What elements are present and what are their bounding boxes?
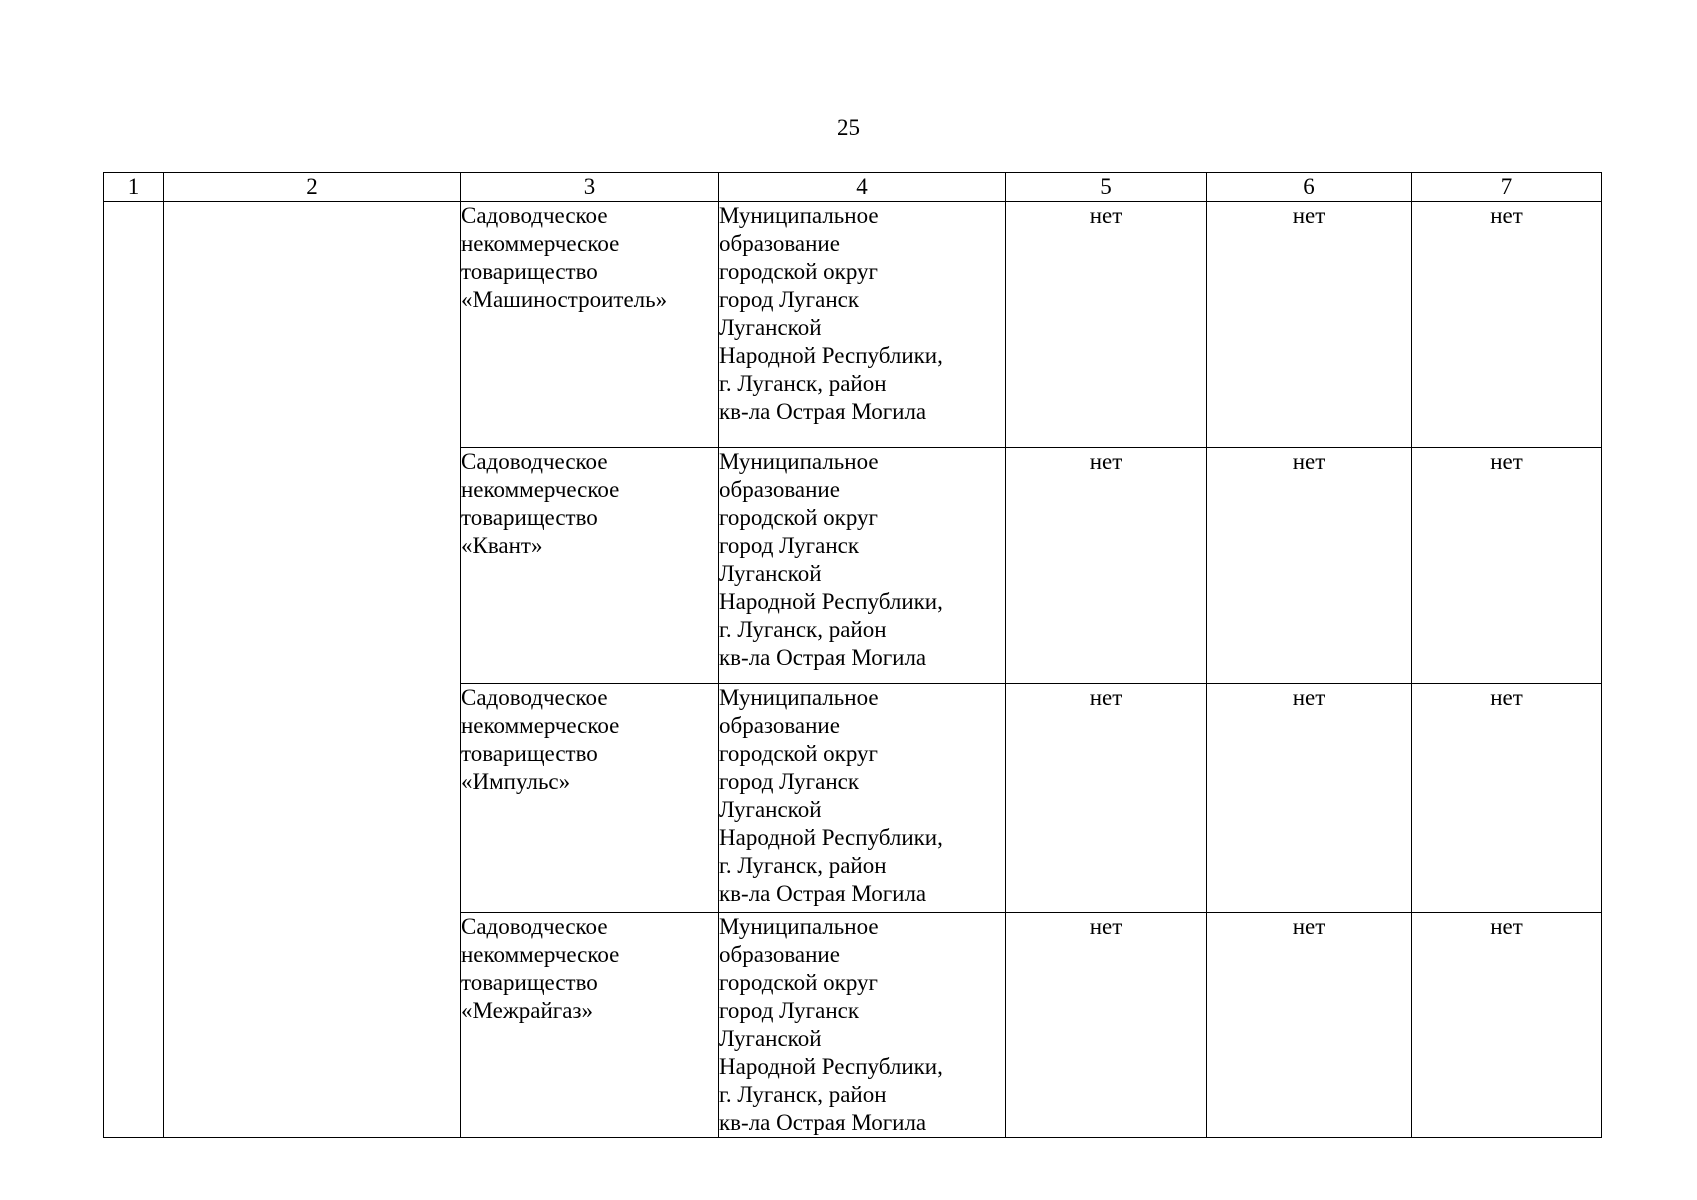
cell-col-6: нет — [1207, 913, 1412, 1138]
owner-line: г. Луганск, район — [719, 853, 887, 878]
cell-col-7: нет — [1412, 684, 1602, 913]
owner-line: Луганской — [719, 1026, 822, 1051]
partnership-name-cell — [461, 202, 719, 448]
cell-col-7: нет — [1412, 913, 1602, 1138]
owner-cell — [719, 684, 1006, 913]
page-number: 25 — [837, 115, 860, 140]
owner-line: город Луганск — [719, 287, 860, 312]
cell-col-6: нет — [1207, 684, 1412, 913]
owner-line: образование — [719, 477, 840, 502]
owner-line: городской округ — [719, 741, 878, 766]
cell-col-7: нет — [1412, 448, 1602, 684]
partnership-name-line: Садоводческое — [461, 449, 608, 474]
cell-col-5: нет — [1006, 202, 1207, 448]
column-header-1: 1 — [104, 173, 164, 202]
owner-line: Луганской — [719, 797, 822, 822]
owner-cell — [719, 913, 1006, 1138]
owner-line: кв-ла Острая Могила — [719, 645, 927, 670]
owner-line: городской округ — [719, 259, 878, 284]
cell-col-6: нет — [1207, 448, 1412, 684]
owner-line: кв-ла Острая Могила — [719, 881, 927, 906]
column-header-4: 4 — [719, 173, 1006, 202]
owner-line: Луганской — [719, 315, 822, 340]
data-table — [103, 172, 1602, 1138]
owner-line: г. Луганск, район — [719, 371, 887, 396]
partnership-name-line: товарищество — [461, 741, 598, 766]
owner-line: Муниципальное — [719, 449, 879, 474]
header-row — [104, 173, 1602, 202]
owner-line: городской округ — [719, 970, 878, 995]
partnership-name-cell — [461, 684, 719, 913]
partnership-name-line: некоммерческое — [461, 231, 620, 256]
column-header-3: 3 — [461, 173, 719, 202]
cell-col-2 — [164, 202, 461, 1138]
partnership-name-line: некоммерческое — [461, 477, 620, 502]
owner-line: образование — [719, 713, 840, 738]
owner-line: образование — [719, 942, 840, 967]
partnership-name-line: Садоводческое — [461, 685, 608, 710]
cell-col-1 — [104, 202, 164, 1138]
owner-line: Народной Республики, — [719, 1054, 943, 1079]
partnership-name-line: Садоводческое — [461, 914, 608, 939]
owner-cell — [719, 448, 1006, 684]
owner-cell — [719, 202, 1006, 448]
owner-line: городской округ — [719, 505, 878, 530]
column-header-5: 5 — [1006, 173, 1207, 202]
partnership-name-line: товарищество — [461, 259, 598, 284]
owner-line: Народной Республики, — [719, 825, 943, 850]
owner-line: Муниципальное — [719, 685, 879, 710]
owner-line: Муниципальное — [719, 203, 879, 228]
owner-line: образование — [719, 231, 840, 256]
owner-line: г. Луганск, район — [719, 1082, 887, 1107]
cell-col-7: нет — [1412, 202, 1602, 448]
partnership-name-line: некоммерческое — [461, 713, 620, 738]
table-row — [104, 202, 1602, 448]
partnership-name-line: «Межрайгаз» — [461, 998, 593, 1023]
owner-line: Муниципальное — [719, 914, 879, 939]
owner-line: Народной Республики, — [719, 589, 943, 614]
cell-col-6: нет — [1207, 202, 1412, 448]
partnership-name-line: товарищество — [461, 970, 598, 995]
owner-line: город Луганск — [719, 769, 860, 794]
owner-line: кв-ла Острая Могила — [719, 1110, 927, 1135]
cell-col-5: нет — [1006, 913, 1207, 1138]
partnership-name-cell — [461, 913, 719, 1138]
column-header-7: 7 — [1412, 173, 1602, 202]
column-header-6: 6 — [1207, 173, 1412, 202]
partnership-name-cell — [461, 448, 719, 684]
owner-line: город Луганск — [719, 998, 860, 1023]
partnership-name-line: Садоводческое — [461, 203, 608, 228]
owner-line: кв-ла Острая Могила — [719, 399, 927, 424]
cell-col-5: нет — [1006, 684, 1207, 913]
owner-line: г. Луганск, район — [719, 617, 887, 642]
partnership-name-line: товарищество — [461, 505, 598, 530]
owner-line: город Луганск — [719, 533, 860, 558]
column-header-2: 2 — [164, 173, 461, 202]
owner-line: Луганской — [719, 561, 822, 586]
partnership-name-line: некоммерческое — [461, 942, 620, 967]
partnership-name-line: «Квант» — [461, 533, 543, 558]
owner-line: Народной Республики, — [719, 343, 943, 368]
partnership-name-line: «Машиностроитель» — [461, 287, 668, 312]
partnership-name-line: «Импульс» — [461, 769, 571, 794]
cell-col-5: нет — [1006, 448, 1207, 684]
